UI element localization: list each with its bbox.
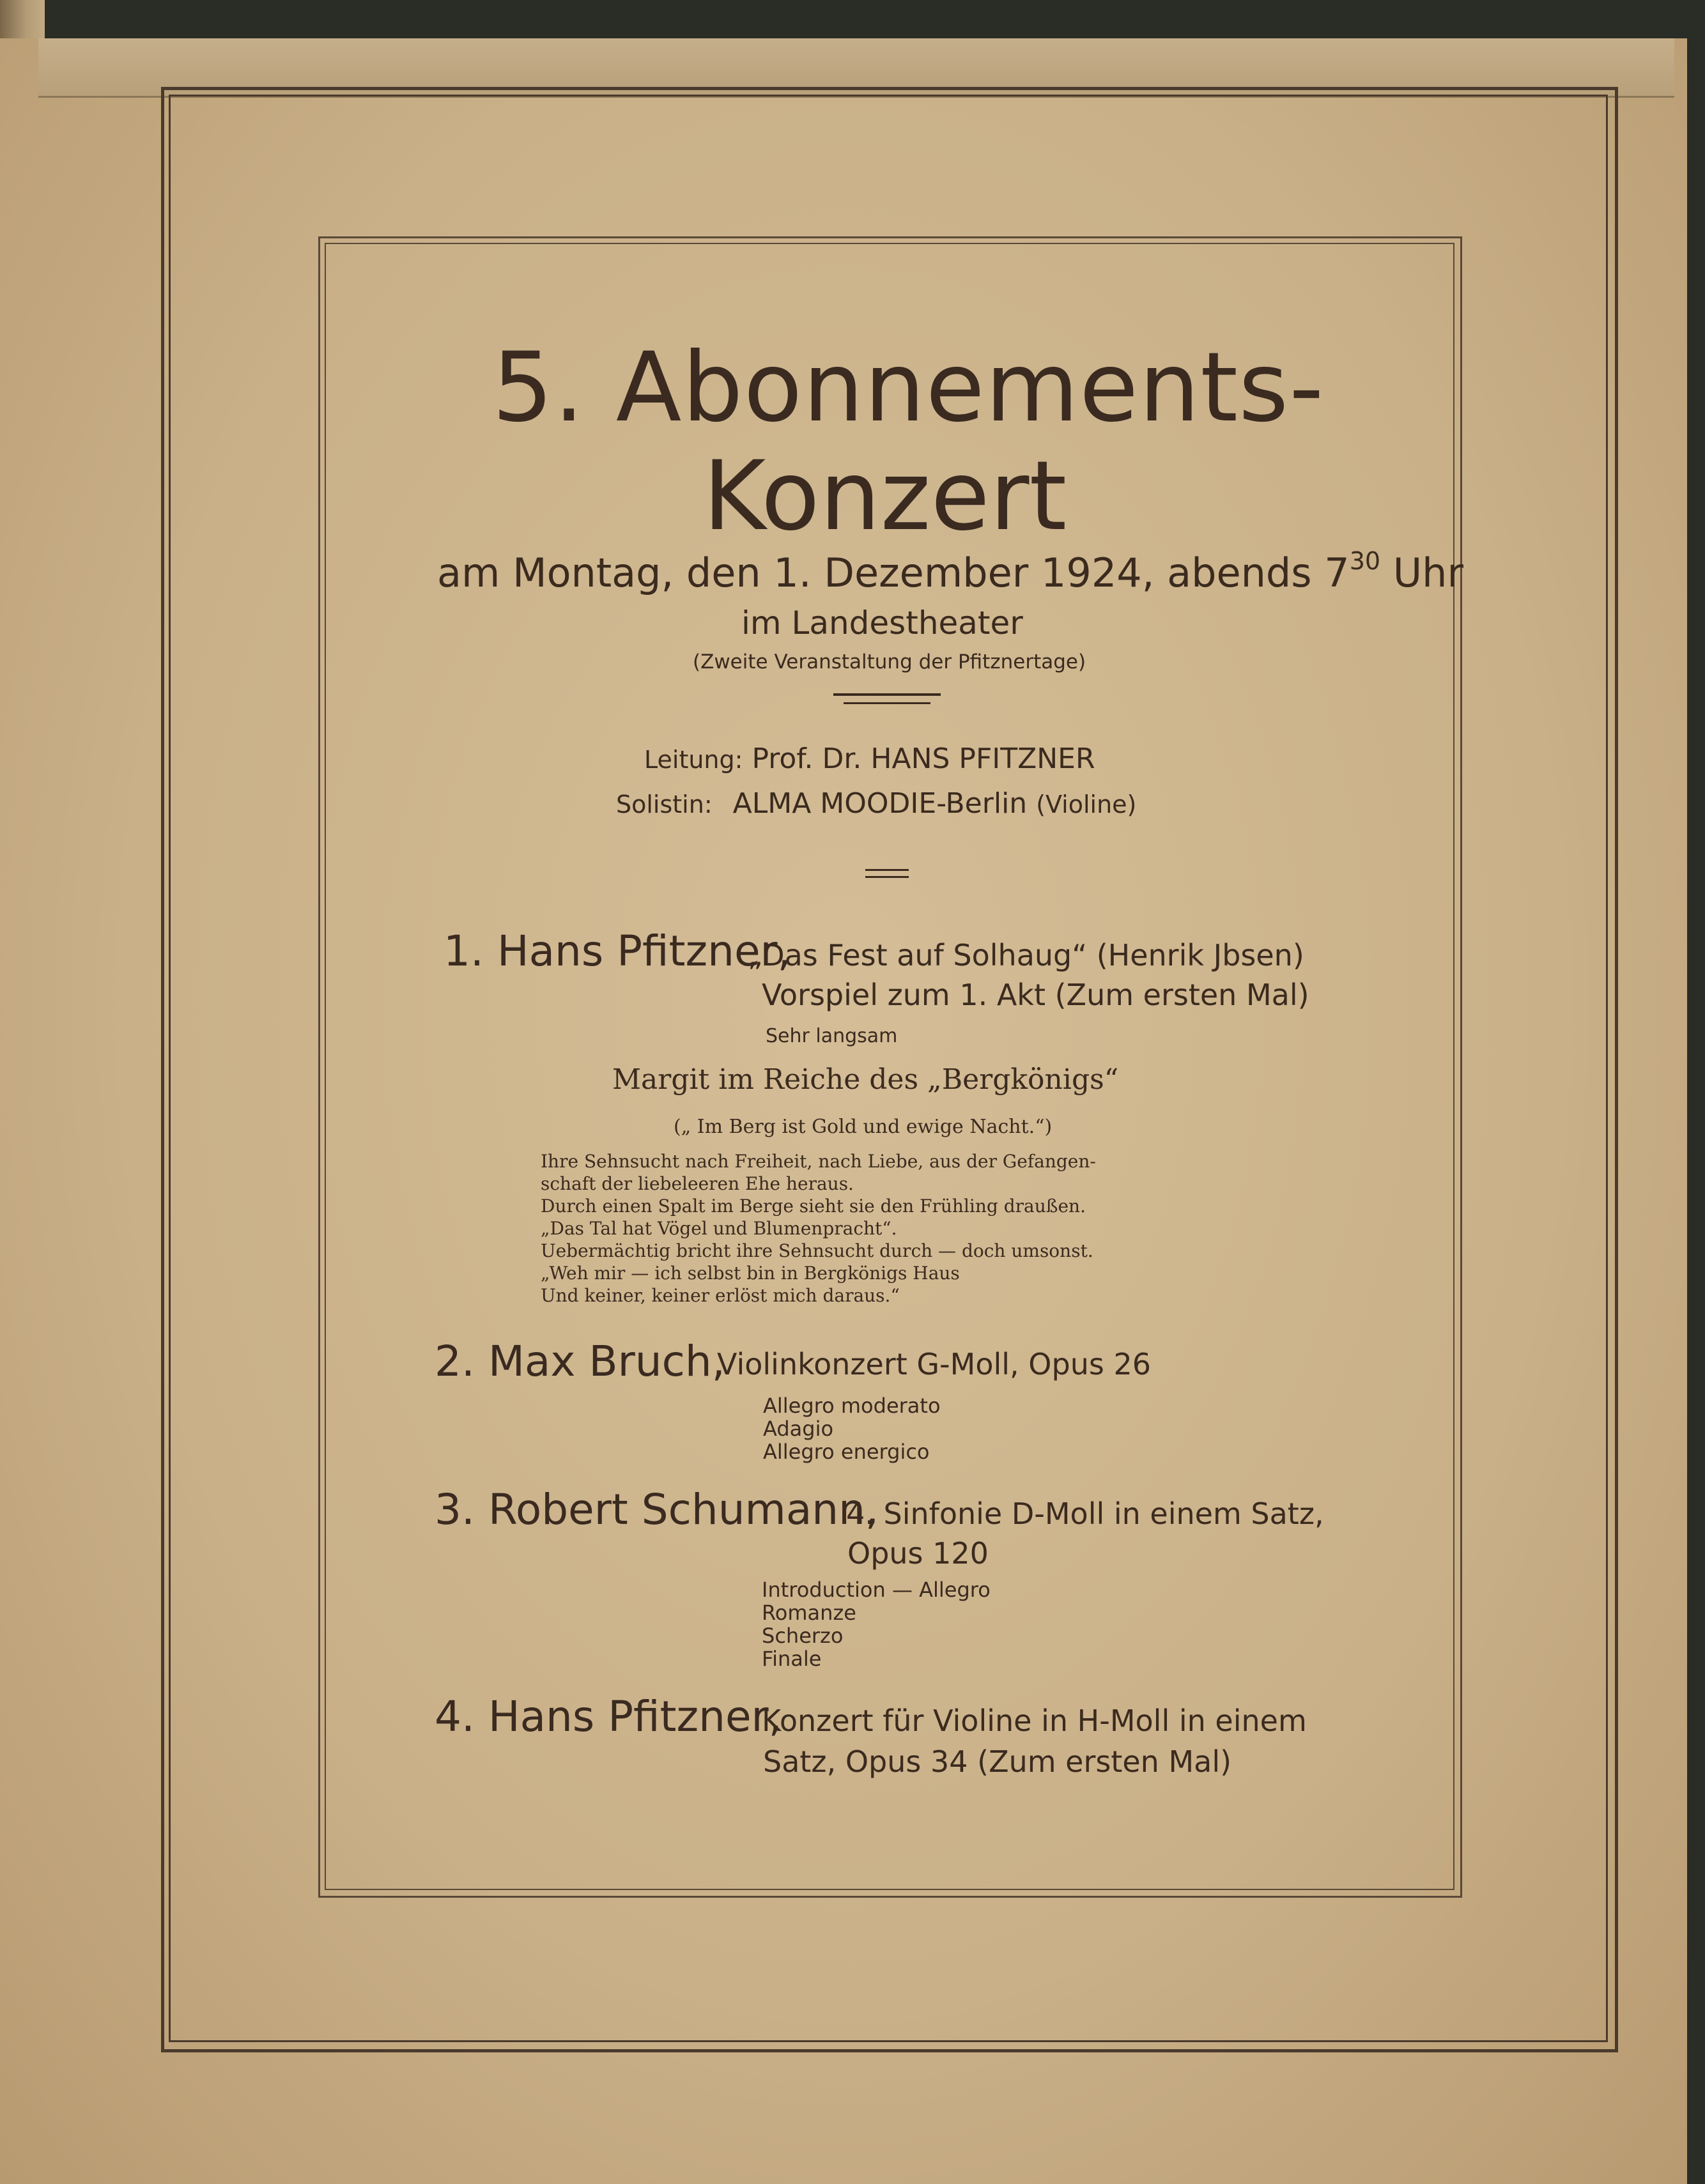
poem-line: Uebermächtig bricht ihre Sehnsucht durch — doch umsonst.	[541, 1240, 1093, 1261]
program-item-1-motto: („ Im Berg ist Gold und ewige Nacht.“)	[674, 1116, 1053, 1138]
program-item-1-work-detail: Vorspiel zum 1. Akt (Zum ersten Mal)	[762, 978, 1309, 1012]
conductor-name: Prof. Dr. HANS PFITZNER	[752, 742, 1095, 775]
poem-line: „Das Tal hat Vögel und Blumenpracht“.	[541, 1218, 897, 1239]
program-item-4-work-detail: Satz, Opus 34 (Zum ersten Mal)	[763, 1744, 1232, 1779]
soloist-name: ALMA MOODIE-Berlin	[732, 787, 1028, 820]
program-item-2-movements	[763, 1394, 941, 1463]
soloist-line	[616, 787, 1136, 820]
program-item-3-composer: 3. Robert Schumann,	[435, 1485, 879, 1534]
conductor-line	[644, 742, 1095, 775]
program-item-4-work: Konzert für Violine in H-Moll in einem	[762, 1703, 1307, 1738]
time-suffix: Uhr	[1380, 550, 1463, 596]
venue: im Landestheater	[741, 604, 1023, 642]
poem-line: Ihre Sehnsucht nach Freiheit, nach Liebe, aus der Gefangen-	[541, 1151, 1096, 1172]
concert-title-line2: Konzert	[703, 441, 1067, 552]
poem-line: Durch einen Spalt im Berge sieht sie den Frühling draußen.	[541, 1196, 1086, 1217]
program-item-3-movements	[762, 1578, 991, 1670]
conductor-label: Leitung:	[644, 746, 743, 774]
divider-rule-bottom	[844, 702, 930, 704]
divider-rule-top	[833, 693, 941, 696]
program-item-2-work: Violinkonzert G-Moll, Opus 26	[717, 1347, 1151, 1381]
movement: Allegro energico	[763, 1440, 930, 1464]
divider-small-top	[865, 869, 909, 871]
poem-line: schaft der liebeleeren Ehe heraus.	[541, 1173, 854, 1194]
program-item-4-composer: 4. Hans Pfitzner,	[435, 1692, 782, 1741]
movement: Scherzo	[762, 1624, 844, 1648]
program-item-1-work: „Das Fest auf Solhaug“ (Henrik Jbsen)	[748, 938, 1304, 973]
date-text: am Montag, den 1. Dezember 1924, abends 7	[437, 550, 1350, 596]
program-item-1-composer: 1. Hans Pfitzner,	[444, 927, 791, 976]
poem-line: „Weh mir — ich selbst bin in Bergkönigs Haus	[541, 1263, 960, 1284]
movement: Adagio	[763, 1417, 834, 1441]
soloist-instrument: (Violine)	[1036, 790, 1137, 819]
poem-line: Und keiner, keiner erlöst mich daraus.“	[541, 1285, 900, 1306]
divider-small-bottom	[865, 876, 909, 878]
movement: Introduction — Allegro	[762, 1578, 991, 1602]
program-item-3-work: 4. Sinfonie D-Moll in einem Satz,	[846, 1496, 1324, 1531]
program-item-1-tempo: Sehr langsam	[766, 1025, 898, 1047]
program-item-3-opus: Opus 120	[847, 1536, 989, 1571]
movement: Romanze	[762, 1601, 856, 1625]
time-minutes: 30	[1349, 547, 1381, 575]
program-item-1-subtitle: Margit im Reiche des „Bergkönigs“	[612, 1063, 1119, 1096]
program-item-1-poem	[541, 1150, 1244, 1307]
concert-title-line1: 5. Abonnements-	[492, 332, 1325, 443]
movement: Allegro moderato	[763, 1394, 941, 1418]
concert-date	[437, 547, 1463, 596]
movement: Finale	[762, 1647, 822, 1671]
program-item-2-composer: 2. Max Bruch,	[435, 1337, 725, 1386]
soloist-label: Solistin:	[616, 790, 713, 819]
event-note: (Zweite Veranstaltung der Pfitznertage)	[693, 650, 1086, 673]
